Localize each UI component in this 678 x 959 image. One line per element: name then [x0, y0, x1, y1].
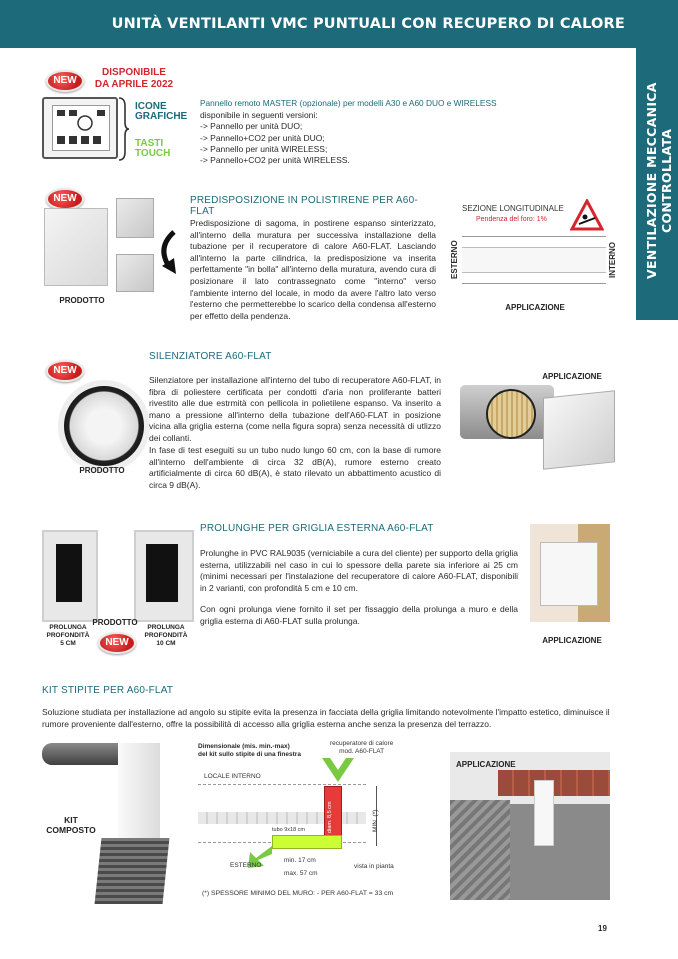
tube-9x18	[272, 835, 342, 849]
green-arrow-icon	[320, 756, 360, 784]
feature-graphic-icons: ICONE GRAFICHE	[135, 101, 188, 122]
panel-versions-list: disponibile in seguenti versioni: -> Pannello per unità DUO; -> Pannello+CO2 per unità DUO; -> Pannello per unità WIRELESS; -> Pannello+CO2 per unità WIRELESS.	[200, 110, 350, 166]
variant-5cm-caption: PROLUNGA PROFONDITÀ 5 CM	[46, 624, 90, 647]
new-badge: NEW	[98, 632, 136, 654]
exterior-label: ESTERNO	[230, 862, 262, 869]
polystyrene-description: Predisposizione di sagoma, in postirene espanso sinterizzato, all'interno della muratura per successiva installazione della tubazione per il recuperatore di calore A60-FLAT. Lasciando all'interno la parte cilindrica, la predisposizione va inserita perfettamente "in bolla" all'interno della muratura, avendo cura di posizionare il lato contrassegnato come "interno" verso l'ambiente interno del locale, in modo da avere l'altro lato verso l'esterno che permetterebbe lo scarico della condensa all'esterno per effetto della pendenza.	[190, 218, 436, 321]
new-badge: NEW	[46, 188, 84, 210]
availability-label	[94, 67, 174, 91]
extension-application-image	[530, 524, 610, 622]
rotate-arrow-icon	[152, 228, 182, 278]
kit-footnote: (*) SPESSORE MINIMO DEL MURO: - PER A60-FLAT = 33 cm	[202, 890, 394, 897]
label-outside: ESTERNO	[450, 240, 459, 280]
recuperator-pipe: diam. 8,5 cm	[324, 786, 342, 848]
section-title-kit: KIT STIPITE PER A60-FLAT	[42, 685, 174, 696]
feature-touch-keys: TASTI TOUCH	[135, 138, 171, 159]
kit-description: Soluzione studiata per installazione ad angolo su stipite evita la presenza in facciata della griglia limitando notevolmente l'impatto estetico, diminuisce il rumore proveniente dall'esterno, offre la possibilità di accesso alla griglia esterna anche senza la presenza del terrazzo.	[42, 707, 610, 729]
remote-panel-image	[42, 97, 118, 159]
availability-line-1: DISPONIBILE	[102, 67, 166, 78]
variant-10cm-caption: PROLUNGA PROFONDITÀ 10 CM	[144, 624, 188, 647]
tube-label: tubo 9x18 cm	[272, 827, 306, 833]
new-badge: NEW	[46, 360, 84, 382]
section-diagram	[462, 236, 606, 284]
sidebar-label: VENTILAZIONE MECCANICA CONTROLLATA	[644, 82, 674, 280]
label-inside: INTERNO	[608, 242, 617, 278]
min-label: MIN. (*)	[372, 809, 379, 833]
brace-icon	[117, 96, 131, 162]
slope-label: Pendenza del foro: 1%	[476, 216, 547, 223]
kit-diagram-title: Dimensionale (mis. min.-max) del kit sullo stipite di una finestra	[198, 743, 301, 758]
silencer-product-image	[58, 380, 150, 472]
silencer-description-2: In fase di test eseguiti su un tubo nudo lungo 60 cm, con la base di rumore all'interno dell'ambiente di circa 32 dB(A), rumore esterno creato artificialmente di circa 60 dB(A), è stato rilevato un abbattimento acustico di circa 9 dB(A).	[149, 445, 441, 490]
page-title: UNITÀ VENTILANTI VMC PUNTUALI CON RECUPERO DI CALORE	[111, 16, 625, 32]
panel-title: Pannello remoto MASTER (opzionale) per modelli A30 e A60 DUO e WIRELESS	[200, 98, 497, 108]
local-interior-label: LOCALE INTERNO	[204, 773, 261, 780]
polystyrene-block-image	[44, 208, 108, 286]
longitudinal-section-title: SEZIONE LONGITUDINALE	[462, 204, 564, 213]
product-caption: PRODOTTO	[92, 618, 138, 627]
product-caption: PRODOTTO	[79, 466, 125, 475]
section-title-extensions: PROLUNGHE PER GRIGLIA ESTERNA A60-FLAT	[200, 523, 434, 534]
silencer-tube-image	[460, 385, 554, 439]
extension-5cm-image	[42, 530, 98, 622]
kit-application-image	[450, 752, 610, 900]
extension-10cm-image	[134, 530, 194, 622]
application-caption: APPLICAZIONE	[505, 303, 565, 312]
min-width-label: min. 17 cm	[284, 857, 316, 864]
extensions-description-2: Con ogni prolunga viene fornito il set per fissaggio della prolunga a muro e della griglia esterna di A60-FLAT sulla prolunga.	[200, 604, 518, 626]
availability-line-2: DA APRILE 2022	[94, 79, 174, 90]
kit-grille-image	[95, 838, 170, 904]
recuperator-label: recuperatore di calore mod. A60-FLAT	[330, 740, 394, 755]
polystyrene-piece-image	[116, 198, 154, 238]
application-caption: APPLICAZIONE	[456, 760, 516, 769]
polystyrene-piece-image	[116, 254, 154, 292]
silencer-description-1: Silenziatore per installazione all'interno del tubo di recuperatore A60-FLAT, in fibra di poliestere certificata per condotti d'aria non proliferante batteri rivestito alle due estrmità con pellicola in polietilene espanso. Va inserito a mano a pressione all'interno della tubazione dell'A60-FLAT in posizione vicina alla griglia esterna (come nella figura sopra) senza necessità di utlizzo dei collanti.	[149, 375, 441, 443]
section-title-polystyrene: PREDISPOSIZIONE IN POLISTIRENE PER A60-FLAT	[190, 195, 418, 217]
application-caption: APPLICAZIONE	[542, 372, 602, 381]
application-caption: APPLICAZIONE	[542, 636, 602, 645]
new-badge: NEW	[46, 70, 84, 92]
section-title-silencer: SILENZIATORE A60-FLAT	[149, 351, 272, 362]
max-width-label: max. 57 cm	[284, 870, 318, 877]
extensions-description-1: Prolunghe in PVC RAL9035 (verniciabile a cura del cliente) per supporto della griglia esterna, utilizzabili nel caso in cui lo spessore della parete sia inferiore ai 25 cm (minimi necessari per l'instalazione del recuperatore di calore A60-FLAT, disponibili in 2 varianti, con profondità 5 cm e 10 cm.	[200, 548, 518, 593]
product-caption: PRODOTTO	[59, 296, 105, 305]
panel-icons	[53, 106, 109, 150]
page-number: 19	[598, 924, 607, 933]
wall-grille-image	[543, 390, 615, 470]
plan-view-label: vista in pianta	[354, 863, 394, 870]
slope-warning-icon	[570, 199, 604, 231]
panel-screen	[52, 105, 110, 151]
kit-caption: KIT COMPOSTO	[46, 815, 96, 835]
